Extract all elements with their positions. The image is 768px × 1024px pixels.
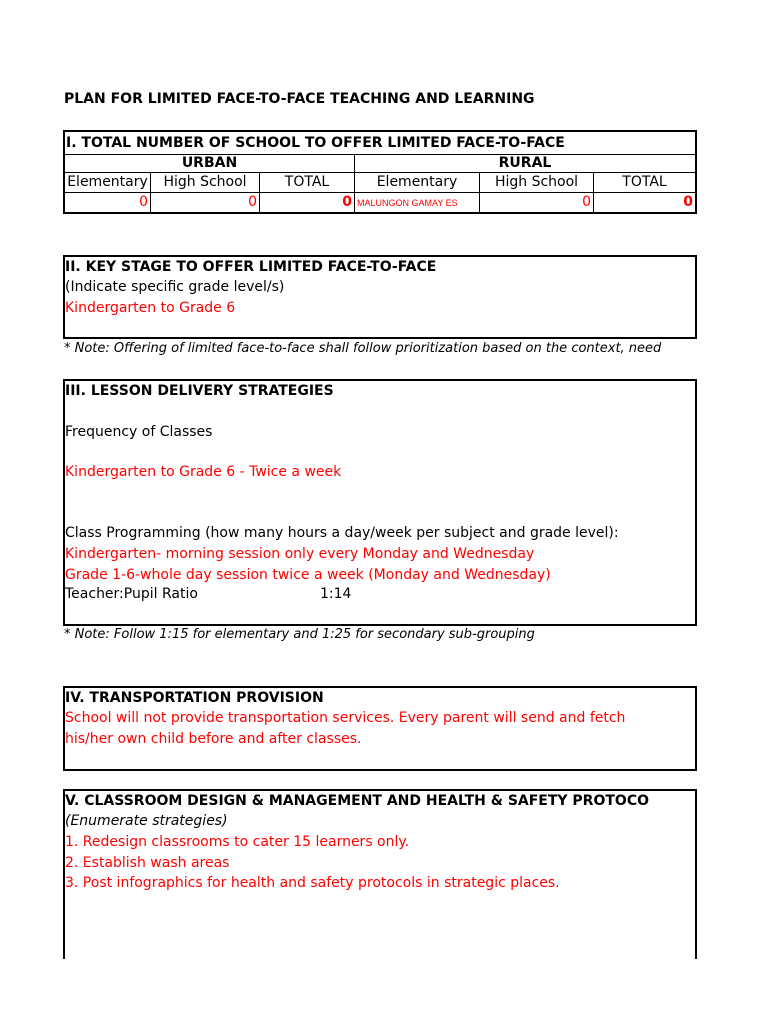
page-title: PLAN FOR LIMITED FACE-TO-FACE TEACHING AND LEARNING bbox=[64, 91, 535, 107]
section-1-table bbox=[63, 130, 697, 214]
section-4-heading: IV. TRANSPORTATION PROVISION bbox=[65, 690, 324, 706]
section-2-instruction: (Indicate specific grade level/s) bbox=[65, 279, 285, 295]
urban-header: URBAN bbox=[181, 155, 238, 171]
col-urban-high-school: High School bbox=[163, 174, 247, 190]
section-2-answer: Kindergarten to Grade 6 bbox=[65, 300, 236, 316]
rural-high-school-value: 0 bbox=[582, 194, 591, 210]
col-rural-elementary: Elementary bbox=[376, 174, 458, 190]
col-urban-elementary: Elementary bbox=[67, 174, 148, 190]
section-4-line-2: his/her own child before and after classes. bbox=[65, 731, 362, 747]
strategy-item-1: 1. Redesign classrooms to cater 15 learners only. bbox=[65, 834, 410, 850]
col-rural-high-school: High School bbox=[494, 174, 579, 190]
section-5-heading: V. CLASSROOM DESIGN & MANAGEMENT AND HEALTH & SAFETY PROTOCO bbox=[65, 793, 649, 809]
section-3-heading: III. LESSON DELIVERY STRATEGIES bbox=[65, 383, 334, 399]
section-3-note: * Note: Follow 1:15 for elementary and 1:25 for secondary sub-grouping bbox=[64, 627, 535, 642]
ratio-label: Teacher:Pupil Ratio bbox=[65, 586, 198, 602]
section-5-box bbox=[63, 789, 697, 959]
col-rural-total: TOTAL bbox=[622, 174, 667, 190]
rural-header: RURAL bbox=[498, 155, 552, 171]
frequency-answer: Kindergarten to Grade 6 - Twice a week bbox=[65, 464, 342, 480]
section-1-heading: I. TOTAL NUMBER OF SCHOOL TO OFFER LIMITED FACE-TO-FACE bbox=[65, 132, 696, 155]
urban-high-school-value: 0 bbox=[248, 194, 257, 210]
section-3-box bbox=[63, 379, 697, 626]
ratio-value: 1:14 bbox=[320, 586, 352, 602]
urban-elementary-value: 0 bbox=[139, 194, 148, 210]
section-2-box bbox=[63, 255, 697, 339]
programming-kinder: Kindergarten- morning session only every Monday and Wednesday bbox=[65, 546, 535, 562]
rural-total-value: 0 bbox=[683, 194, 693, 210]
section-5-instruction: (Enumerate strategies) bbox=[65, 813, 228, 829]
strategy-item-3: 3. Post infographics for health and safety protocols in strategic places. bbox=[65, 875, 560, 891]
section-4-box bbox=[63, 686, 697, 771]
section-4-line-1: School will not provide transportation services. Every parent will send and fetch bbox=[65, 710, 626, 726]
programming-grades: Grade 1-6-whole day session twice a week (Monday and Wednesday) bbox=[65, 567, 551, 583]
programming-label: Class Programming (how many hours a day/week per subject and grade level): bbox=[65, 525, 619, 541]
frequency-label: Frequency of Classes bbox=[65, 424, 213, 440]
section-2-note: * Note: Offering of limited face-to-face shall follow prioritization based on the context, need bbox=[64, 341, 662, 356]
strategy-item-2: 2. Establish wash areas bbox=[65, 855, 230, 871]
rural-elementary-value: MALUNGON GAMAY ES bbox=[357, 198, 458, 208]
col-urban-total: TOTAL bbox=[284, 174, 330, 190]
urban-total-value: 0 bbox=[342, 194, 352, 210]
section-2-heading: II. KEY STAGE TO OFFER LIMITED FACE-TO-FACE bbox=[65, 259, 437, 275]
